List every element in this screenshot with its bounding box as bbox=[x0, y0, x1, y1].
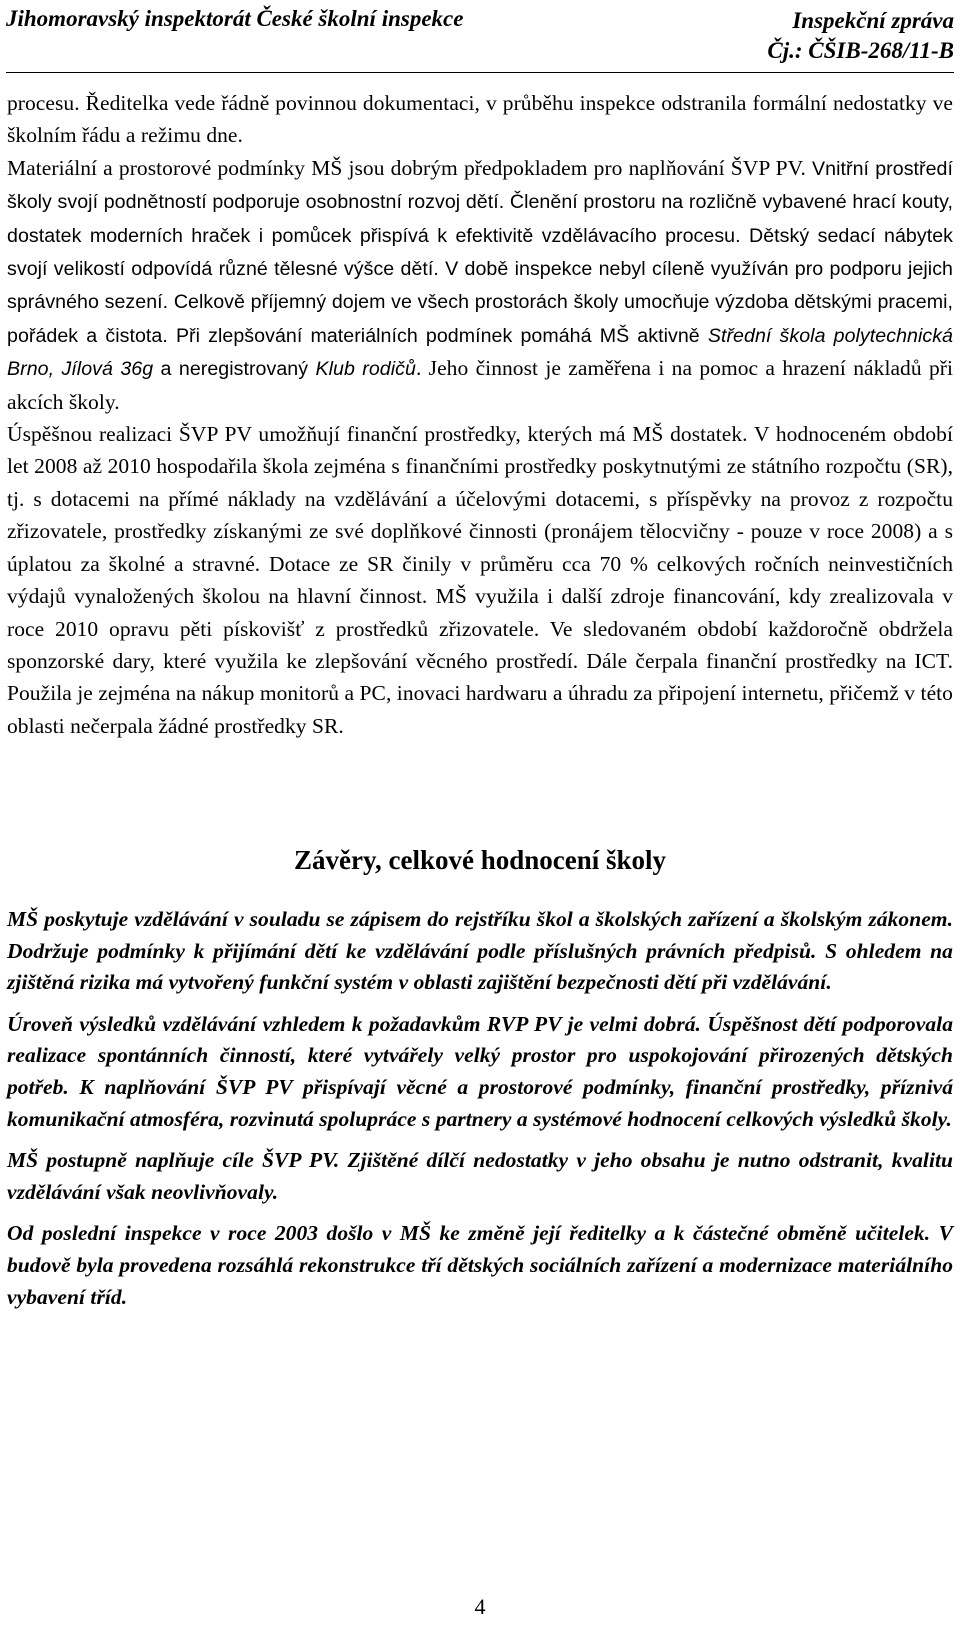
paragraph-management: procesu. Ředitelka vede řádně povinnou dokumentaci, v průběhu inspekce odstranila formální nedostatky ve školním řádu a režimu dne. bbox=[7, 91, 953, 148]
parents-club-name: Klub rodičů bbox=[315, 358, 416, 381]
page-number: 4 bbox=[474, 1594, 486, 1619]
header-reference-number: Čj.: ČŠIB-268/11-B bbox=[767, 38, 954, 63]
conditions-closing: . Jeho činnost je zaměřena i na pomoc a hrazení nákladů při akcích školy. bbox=[7, 356, 953, 414]
body-text bbox=[7, 87, 953, 742]
header-report-title: Inspekční zpráva bbox=[792, 8, 954, 33]
conclusion-paragraph: MŠ poskytuje vzdělávání v souladu se zápisem do rejstříku škol a školských zařízení a školským zákonem. Dodržuje podmínky k přijímání dětí ke vzdělávání podle příslušných právních předpisů. S ohledem na zjištěná rizika má vytvořený funkční systém v oblasti zajištění bezpečnosti dětí při vzdělávání. bbox=[7, 907, 953, 995]
conditions-intro: Materiální a prostorové podmínky MŠ jsou dobrým předpokladem pro naplňování ŠVP PV. bbox=[7, 155, 813, 180]
conditions-connector: a neregistrovaný bbox=[153, 358, 316, 381]
header-report-info bbox=[767, 6, 954, 66]
conditions-environment: Vnitřní prostředí školy svojí podnětností podporuje osobnostní rozvoj dětí. Členění prostoru na rozličně vybavené hrací kouty, dostatek moderních hraček i pomůcek přispívá k efektivitě vzdělávacího procesu. Dětský sedací nábytek svojí velikostí odpovídá různé tělesné výšce dětí. V době inspekce nebyl cíleně využíván pro podporu jejich správného sezení. Celkově příjemný dojem ve všech prostorách školy umocňuje výzdoba dětskými pracemi, pořádek a čistota. Při zlepšování materiálních podmínek pomáhá MŠ aktivně bbox=[7, 157, 953, 347]
conclusion-paragraph: Od poslední inspekce v roce 2003 došlo v MŠ ke změně její ředitelky a k částečné obměně učitelek. V budově byla provedena rozsáhlá rekonstrukce tří dětských sociálních zařízení a modernizace materiálního vybavení tříd. bbox=[7, 1221, 953, 1309]
partner-school-name: Střední škola polytechnická Brno, Jílová 36g bbox=[7, 324, 954, 381]
conclusions bbox=[7, 904, 953, 1323]
conclusion-paragraph: MŠ postupně naplňuje cíle ŠVP PV. Zjištěné dílčí nedostatky v jeho obsahu je nutno odstranit, kvalitu vzdělávání však neovlivňovaly. bbox=[7, 1148, 953, 1204]
section-heading: Závěry, celkové hodnocení školy bbox=[293, 845, 666, 875]
page-header bbox=[6, 6, 954, 73]
paragraph-finances: Úspěšnou realizaci ŠVP PV umožňují finanční prostředky, kterých má MŠ dostatek. V hodnoceném období let 2008 až 2010 hospodařila škola zejména s finančními prostředky poskytnutými ze státního rozpočtu (SR), tj. s dotacemi na přímé náklady na vzdělávání a účelovými dotacemi, s příspěvky na provoz z rozpočtu zřizovatele, prostředky získanými ze své doplňkové činnosti (pronájem tělocvičny - pouze v roce 2008) a s úplatou za školné a stravné. Dotace ze SR činily v průměru cca 70 % celkových ročních neinvestičních výdajů vynaložených školou na hlavní činnost. MŠ využila i další zdroje financování, kdy zrealizovala v roce 2010 opravu pěti pískovišť z prostředků zřizovatele. Ve sledovaném období každoročně obdržela sponzorské dary, které využila ke zlepšování věcného prostředí. Dále čerpala finanční prostředky na ICT. Použila je zejména na nákup monitorů a PC, inovaci hardwaru a úhradu za připojení internetu, přičemž v této oblasti nečerpala žádné prostředky SR. bbox=[7, 422, 953, 738]
paragraph-conditions bbox=[7, 152, 953, 418]
conclusion-paragraph: Úroveň výsledků vzdělávání vzhledem k požadavkům RVP PV je velmi dobrá. Úspěšnost dětí podporovala realizace spontánních činností, které vytvářely velký prostor pro uspokojování přirozených dětských potřeb. K naplňování ŠVP PV přispívají věcné a prostorové podmínky, finanční prostředky, příznivá komunikační atmosféra, rozvinutá spolupráce s partnery a systémové hodnocení celkových výsledků školy. bbox=[7, 1011, 953, 1131]
header-institution: Jihomoravský inspektorát České školní inspekce bbox=[6, 6, 464, 31]
